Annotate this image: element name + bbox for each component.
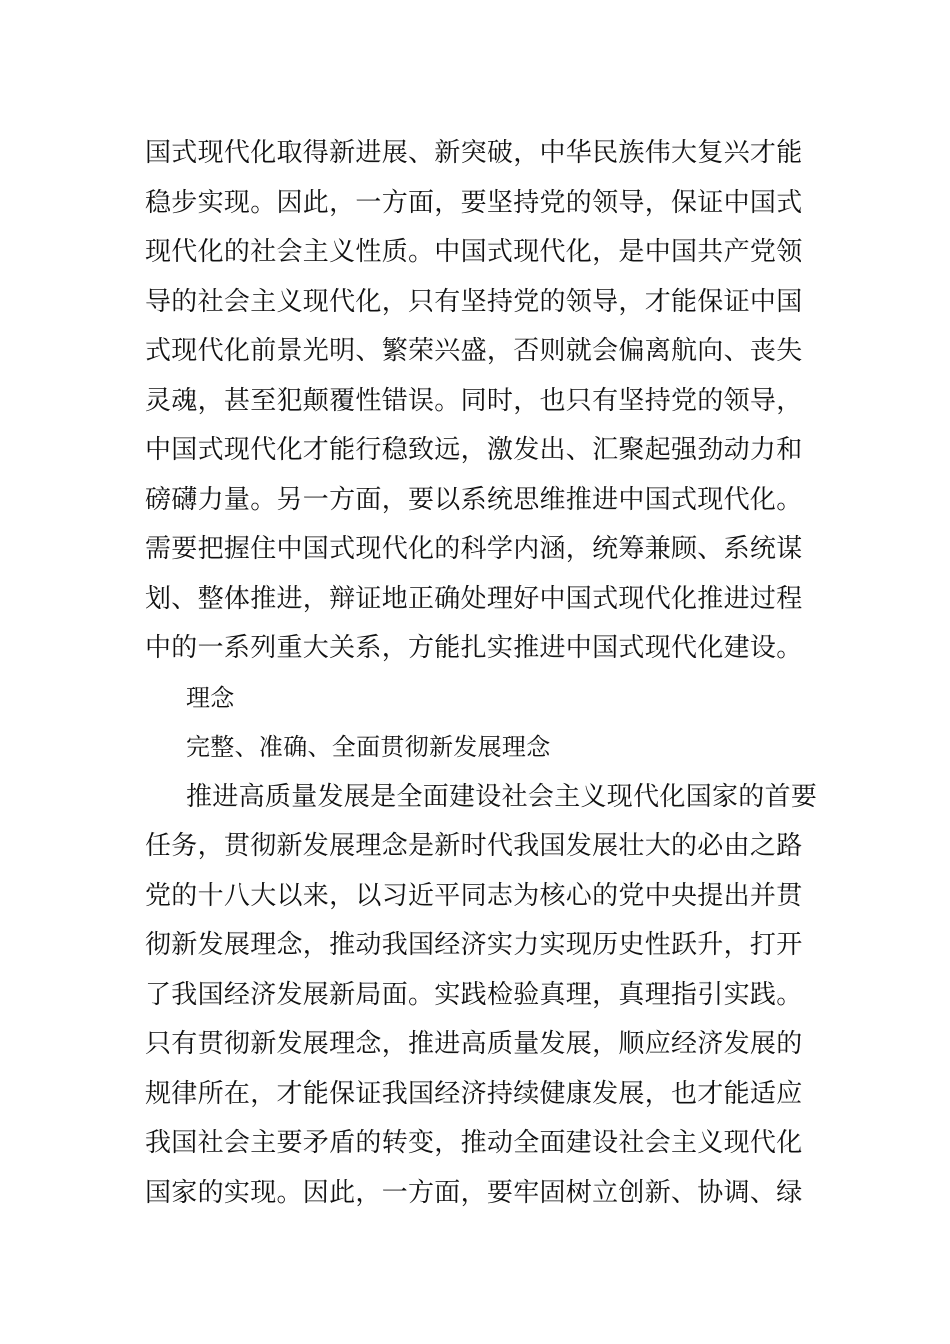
paragraph1-line: 式现代化前景光明、繁荣兴盛，否则就会偏离航向、丧失 [145, 336, 803, 366]
section-subheading: 完整、准确、全面贯彻新发展理念 [186, 733, 551, 761]
paragraph2-line: 我国社会主要矛盾的转变，推动全面建设社会主义现代化 [145, 1128, 803, 1158]
paragraph1-line: 中的一系列重大关系，方能扎实推进中国式现代化建设。 [145, 633, 803, 663]
paragraph2-line: 国家的实现。因此，一方面，要牢固树立创新、协调、绿 [145, 1178, 803, 1208]
paragraph1-line: 灵魂，甚至犯颠覆性错误。同时，也只有坚持党的领导， [145, 386, 803, 416]
paragraph2-line: 只有贯彻新发展理念，推进高质量发展，顺应经济发展的 [145, 1029, 803, 1059]
paragraph2-line: 党的十八大以来，以习近平同志为核心的党中央提出并贯 [145, 881, 803, 911]
paragraph2-line: 推进高质量发展是全面建设社会主义现代化国家的首要 [186, 782, 818, 812]
paragraph1-line: 稳步实现。因此，一方面，要坚持党的领导，保证中国式 [145, 188, 803, 218]
paragraph2-line: 任务，贯彻新发展理念是新时代我国发展壮大的必由之路 [145, 831, 803, 861]
paragraph1-line: 国式现代化取得新进展、新突破，中华民族伟大复兴才能 [145, 138, 803, 168]
paragraph1-line: 现代化的社会主义性质。中国式现代化，是中国共产党领 [145, 237, 803, 267]
section-heading: 理念 [186, 684, 235, 712]
paragraph1-line: 中国式现代化才能行稳致远，激发出、汇聚起强劲动力和 [145, 435, 803, 465]
paragraph2-line: 规律所在，才能保证我国经济持续健康发展，也才能适应 [145, 1079, 803, 1109]
paragraph1-line: 导的社会主义现代化，只有坚持党的领导，才能保证中国 [145, 287, 803, 317]
paragraph1-line: 磅礴力量。另一方面，要以系统思维推进中国式现代化。 [145, 485, 803, 515]
paragraph2-line: 了我国经济发展新局面。实践检验真理，真理指引实践。 [145, 980, 803, 1010]
paragraph2-line: 彻新发展理念，推动我国经济实力实现历史性跃升，打开 [145, 930, 803, 960]
paragraph1-line: 划、整体推进，辩证地正确处理好中国式现代化推进过程 [145, 584, 803, 614]
paragraph1-line: 需要把握住中国式现代化的科学内涵，统筹兼顾、系统谋 [145, 534, 803, 564]
